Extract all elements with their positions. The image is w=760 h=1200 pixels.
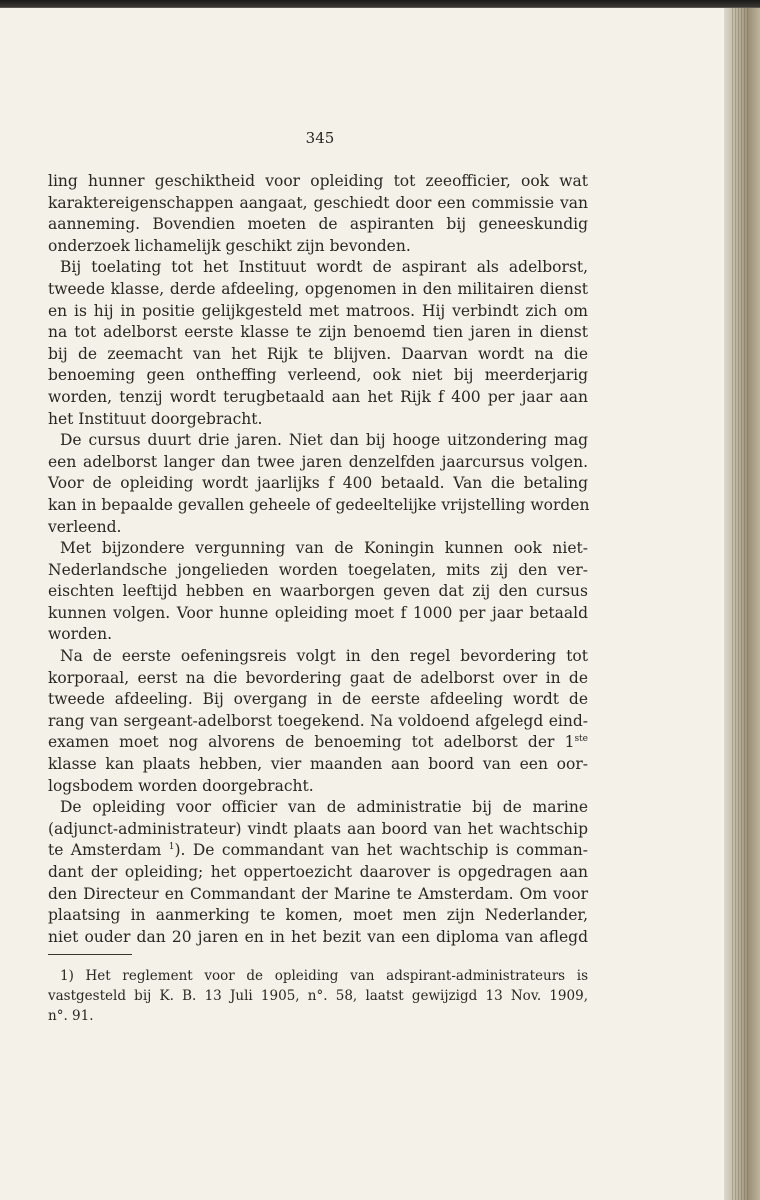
text-line: dant der opleiding; het oppertoezicht daarover is opgedragen aan (48, 863, 588, 881)
text-line: rang van sergeant-adelborst toegekend. Na voldoend afgelegd eind- (48, 711, 588, 730)
footnote-line: n°. 91. (48, 1008, 94, 1024)
footnote-line: vastgesteld bij K. B. 13 Juli 1905, n°. 58, laatst gewijzigd 13 Nov. 1909, (48, 988, 588, 1004)
text-line: De cursus duurt drie jaren. Niet dan bij hooge uitzondering mag (60, 431, 588, 450)
text-line: korporaal, eerst na die bevordering gaat de adelborst over in de (48, 668, 588, 687)
text-line: tweede klasse, derde afdeeling, opgenomen in den militairen dienst (48, 279, 588, 298)
text-fragment: ). De commandant van het wachtschip is comman- (174, 841, 588, 860)
text-fragment: examen moet nog alvorens de benoeming tot adelborst der 1 (48, 733, 575, 752)
text-line: niet ouder dan 20 jaren en in het bezit van een diploma van aflegd (48, 927, 588, 946)
text-line: worden. (48, 625, 113, 644)
text-line: bij de zeemacht van het Rijk te blijven. Daarvan wordt na die (48, 344, 588, 363)
text-line: ling hunner geschiktheid voor opleiding tot zeeofficier, ook wat (48, 172, 588, 190)
text-line: den Directeur en Commandant der Marine te Amsterdam. Om voor (48, 884, 588, 903)
text-line: Nederlandsche jongelieden worden toegelaten, mits zij den ver- (48, 560, 588, 579)
text-line: en is hij in positie gelijkgesteld met matroos. Hij verbindt zich om (48, 301, 588, 320)
text-line (48, 840, 588, 862)
text-line: een adelborst langer dan twee jaren denzelfden jaarcursus volgen. (48, 452, 588, 471)
text-line: kunnen volgen. Voor hunne opleiding moet f 1000 per jaar betaald (48, 603, 588, 622)
text-line: het Instituut doorgebracht. (48, 409, 263, 428)
text-line: Na de eerste oefeningsreis volgt in den regel bevordering tot (60, 647, 588, 666)
text-line: logsbodem worden doorgebracht. (48, 776, 314, 795)
text-line: Voor de opleiding wordt jaarlijks f 400 betaald. Van die betaling (48, 474, 588, 493)
footnote-line: 1) Het reglement voor de opleiding van adspirant-administrateurs is (60, 968, 588, 984)
ordinal-superscript: ste (574, 734, 588, 745)
book-page-edges (722, 8, 760, 1200)
text-line: verleend. (48, 517, 122, 536)
text-line: eischten leeftijd hebben en waarborgen geven dat zij den cursus (48, 582, 588, 601)
footnote-reference: 1 (168, 842, 175, 853)
text-line: kan in bepaalde gevallen geheele of gedeeltelijke vrijstelling worden (48, 495, 590, 514)
text-fragment: te Amsterdam (48, 841, 162, 860)
text-line: Met bijzondere vergunning van de Koningin kunnen ook niet- (60, 539, 588, 558)
page-number: 345 (305, 129, 335, 147)
text-line: onderzoek lichamelijk geschikt zijn bevonden. (48, 236, 411, 255)
text-line: (adjunct-administrateur) vindt plaats aan boord van het wachtschip (48, 819, 588, 838)
text-line: na tot adelborst eerste klasse te zijn benoemd tien jaren in dienst (48, 323, 588, 342)
text-line: De opleiding voor officier van de administratie bij de marine (60, 798, 588, 817)
text-line: plaatsing in aanmerking te komen, moet men zijn Nederlander, (48, 906, 588, 925)
text-line: benoeming geen ontheffing verleend, ook niet bij meerderjarig (48, 366, 588, 385)
text-line: tweede afdeeling. Bij overgang in de eerste afdeeling wordt de (48, 690, 588, 709)
footnote (48, 966, 588, 1026)
text-line: aanneming. Bovendien moeten de aspiranten bij geneeskundig (48, 215, 588, 234)
footnote-rule (48, 954, 132, 955)
text-line: Bij toelating tot het Instituut wordt de aspirant als adelborst, (60, 258, 588, 277)
text-line (48, 732, 588, 754)
text-line: karaktereigenschappen aangaat, geschiedt door een commissie van (48, 193, 588, 212)
text-line: klasse kan plaats hebben, vier maanden aan boord van een oor- (48, 755, 588, 774)
text-line: worden, tenzij wordt terugbetaald aan het Rijk f 400 per jaar aan (48, 387, 588, 406)
body-text (48, 171, 588, 948)
